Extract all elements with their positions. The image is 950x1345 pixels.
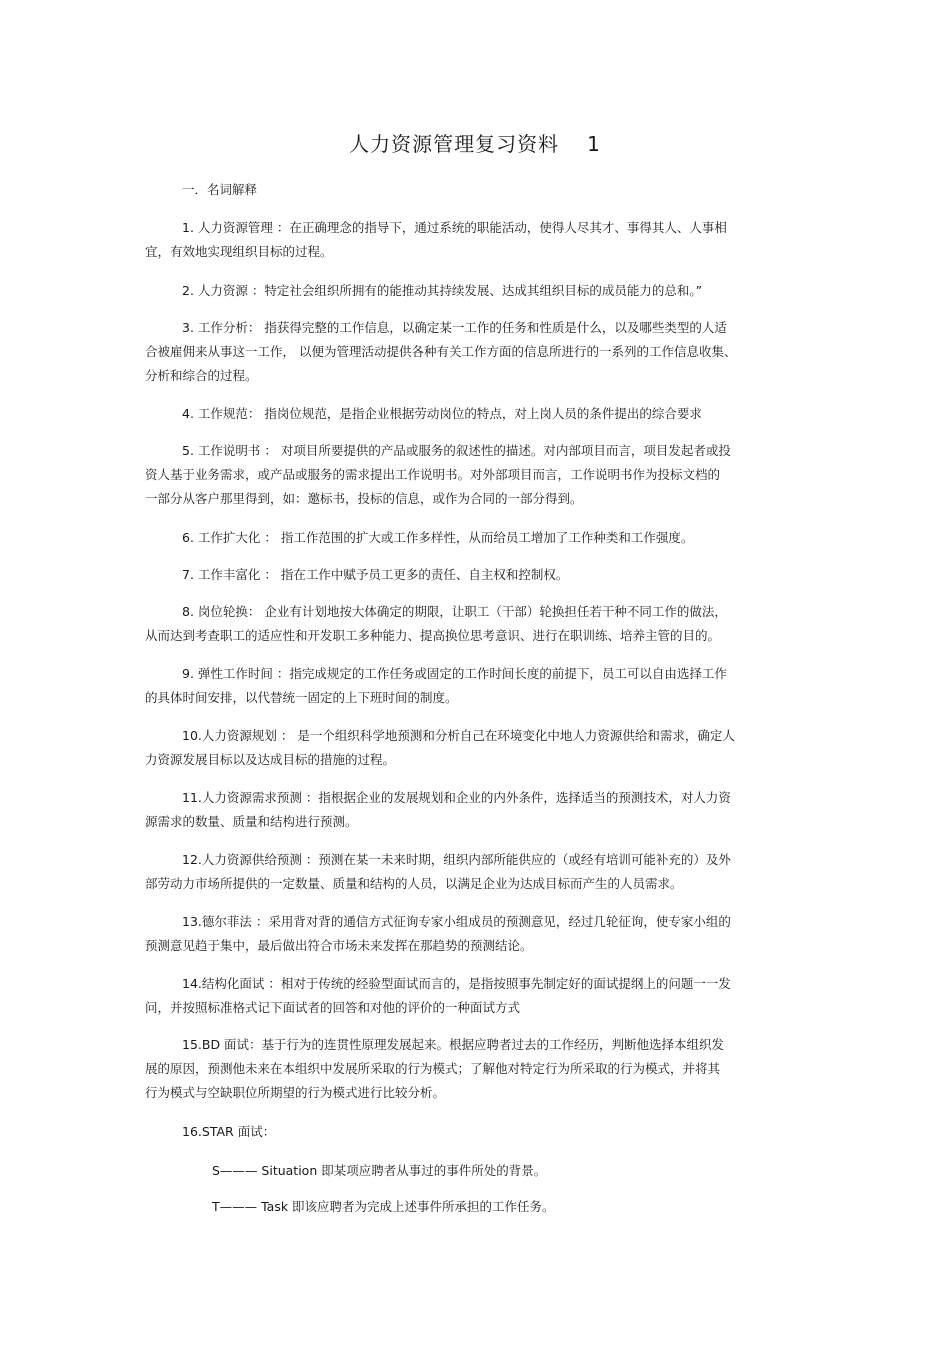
entry-line: 4. 工作规范： 指岗位规范，是指企业根据劳动岗位的特点，对上岗人员的条件提出的综合要求	[182, 406, 702, 421]
definition-entry	[145, 972, 765, 1020]
entry-line: 2. 人力资源 ：特定社会组织所拥有的能推动其持续发展、达成其组织目标的成员能力的总和。”	[182, 283, 703, 298]
definition-entry	[145, 439, 765, 511]
definition-entry	[145, 662, 765, 710]
entry-line: 从而达到考查职工的适应性和开发职工多种能力、提高换位思考意识、进行在职训练、培养主管的目的。	[145, 628, 721, 643]
definition-entry	[145, 316, 765, 388]
entry-line: 力资源发展目标以及达成目标的措施的过程。	[145, 752, 396, 767]
definition-entry	[145, 402, 765, 426]
entry-line: 展的原因，预测他未来在本组织中发展所采取的行为模式；了解他对特定行为所采取的行为模式，并将其	[145, 1061, 721, 1076]
definition-entry	[145, 1120, 765, 1144]
section-heading: 一．名词解释	[182, 182, 258, 197]
entry-line: 16.STAR 面试：	[182, 1124, 276, 1139]
entry-line: 合被雇佣来从事这一工作， 以便为管理活动提供各种有关工作方面的信息所进行的一系列的工作信息收集、	[145, 344, 737, 359]
entry-line: 14.结构化面试 ：相对于传统的经验型面试而言的，是指按照事先制定好的面试提纲上的问题一一发	[182, 976, 731, 991]
definition-entry	[145, 724, 765, 772]
entry-line: 分析和综合的过程。	[145, 368, 258, 383]
star-item-task: T——— Task 即该应聘者为完成上述事件所承担的工作任务。	[212, 1199, 555, 1214]
entry-line: 行为模式与空缺职位所期望的行为模式进行比较分析。	[145, 1085, 446, 1100]
entry-line: 的具体时间安排，以代替统一固定的上下班时间的制度。	[145, 690, 458, 705]
entry-line: 6. 工作扩大化 ： 指工作范围的扩大或工作多样性，从而给员工增加了工作种类和工作强度。	[182, 530, 694, 545]
title-number: 1	[587, 132, 601, 156]
definition-entry	[145, 786, 765, 834]
definition-entry	[145, 526, 765, 550]
entry-line: 宜，有效地实现组织目标的过程。	[145, 244, 333, 259]
definition-entry	[145, 279, 765, 303]
definition-entry	[145, 563, 765, 587]
entry-line: 3. 工作分析： 指获得完整的工作信息，以确定某一工作的任务和性质是什么，以及哪些类型的人适	[182, 320, 727, 335]
entry-line: 部劳动力市场所提供的一定数量、质量和结构的人员，以满足企业为达成目标而产生的人员需求。	[145, 876, 683, 891]
entry-line: 10.人力资源规划 ： 是一个组织科学地预测和分析自己在环境变化中地人力资源供给和需求，确定人	[182, 728, 735, 743]
entry-line: 9. 弹性工作时间 ：指完成规定的工作任务或固定的工作时间长度的前提下，员工可以自由选择工作	[182, 666, 727, 681]
definition-entry	[145, 910, 765, 958]
definition-entry	[145, 600, 765, 648]
entry-line: 11.人力资源需求预测 ：指根据企业的发展规划和企业的内外条件，选择适当的预测技术，对人力资	[182, 790, 731, 805]
entry-line: 预测意见趋于集中，最后做出符合市场未来发挥在那趋势的预测结论。	[145, 938, 533, 953]
entry-line: 12.人力资源供给预测 ：预测在某一未来时期，组织内部所能供应的（或经有培训可能补充的）及外	[182, 852, 731, 867]
definition-entry	[145, 216, 765, 264]
definition-entry	[145, 1033, 765, 1105]
entry-line: 7. 工作丰富化 ： 指在工作中赋予员工更多的责任、自主权和控制权。	[182, 567, 569, 582]
entry-line: 问，并按照标准格式记下面试者的回答和对他的评价的一种面试方式	[145, 1000, 521, 1015]
document-title	[0, 128, 950, 157]
entry-line: 13.德尔菲法 ：采用背对背的通信方式征询专家小组成员的预测意见，经过几轮征询，使专家小组的	[182, 914, 731, 929]
title-text: 人力资源管理复习资料	[349, 132, 560, 156]
entry-line: 1. 人力资源管理 ：在正确理念的指导下，通过系统的职能活动，使得人尽其才、事得其人、人事相	[182, 220, 727, 235]
entry-line: 8. 岗位轮换： 企业有计划地按大体确定的期限，让职工（干部）轮换担任若干种不同工作的做法，	[182, 604, 727, 619]
star-item-situation: S——— Situation 即某项应聘者从事过的事件所处的背景。	[212, 1163, 547, 1178]
definition-entry	[145, 848, 765, 896]
entry-line: 5. 工作说明书 ： 对项目所要提供的产品或服务的叙述性的描述。对内部项目而言，项目发起者或投	[182, 443, 731, 458]
entry-line: 15.BD 面试：基于行为的连贯性原理发展起来。根据应聘者过去的工作经历，判断他选择本组织发	[182, 1037, 725, 1052]
entry-line: 资人基于业务需求，或产品或服务的需求提出工作说明书。对外部项目而言，工作说明书作为投标文档的	[145, 467, 721, 482]
entry-line: 源需求的数量、质量和结构进行预测。	[145, 814, 358, 829]
entry-line: 一部分从客户那里得到，如：邀标书，投标的信息，或作为合同的一部分得到。	[145, 491, 583, 506]
